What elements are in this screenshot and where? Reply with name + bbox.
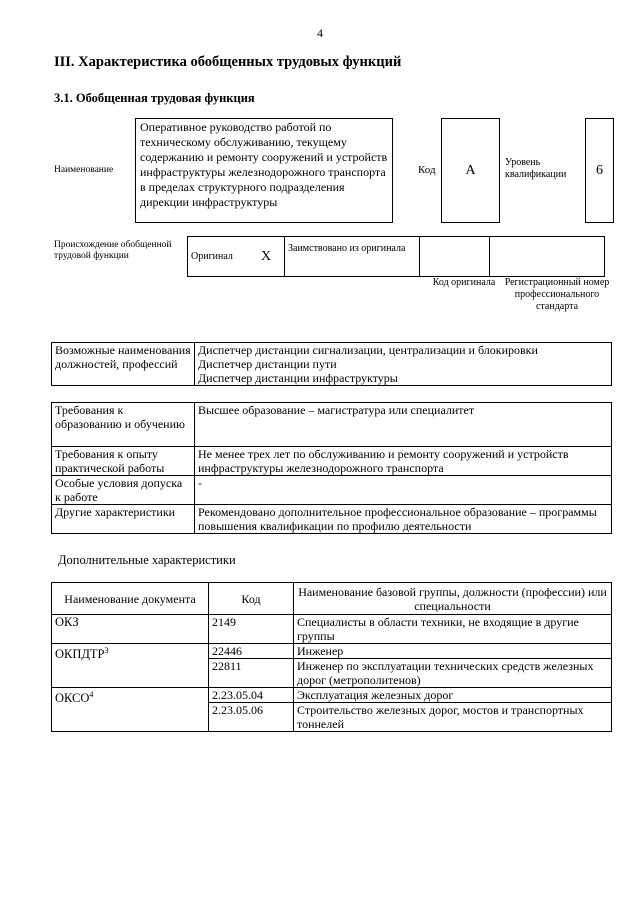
req-label-other: Другие характеристики: [52, 505, 195, 534]
doc-okpdtr-text: ОКПДТР: [55, 647, 105, 662]
positions-values: [195, 343, 612, 386]
page-number: 4: [317, 26, 323, 40]
doc-okpdtr: [52, 644, 209, 688]
table-row-name: Специалисты в области техники, не входящие в другие группы: [294, 615, 612, 644]
original-label: Оригинал: [188, 237, 259, 277]
table-row-name: Инженер: [294, 644, 612, 659]
code-original-caption: Код оригинала: [432, 277, 496, 288]
requirements-table: [51, 402, 612, 534]
level-box: [585, 118, 614, 223]
table-row-name: Эксплуатация железных дорог: [294, 688, 612, 703]
req-value-other: Рекомендовано дополнительное профессиональное образование – программы повышения квалификации по профилю деятельности: [195, 505, 612, 534]
function-name-box: [135, 118, 393, 223]
table-row-code: 22446: [209, 644, 294, 659]
additional-title: Дополнительные характеристики: [58, 553, 236, 567]
table-row-name: Строительство железных дорог, мостов и транспортных тоннелей: [294, 703, 612, 732]
code-original-cell: [420, 237, 490, 277]
positions-table: [51, 342, 612, 386]
positions-label: Возможные наименования должностей, профессий: [52, 343, 195, 386]
header-name: Наименование базовой группы, должности (профессии) или специальности: [294, 583, 612, 615]
reg-number-caption: Регистрационный номер профессионального стандарта: [504, 277, 610, 312]
position-item: Диспетчер дистанции инфраструктуры: [198, 371, 398, 385]
footnote-4: 4: [89, 690, 94, 699]
position-item: Диспетчер дистанции пути: [198, 357, 337, 371]
code-value: A: [465, 162, 476, 178]
origin-label: Происхождение обобщенной трудовой функции: [54, 240, 172, 261]
table-row-code: 2.23.05.04: [209, 688, 294, 703]
header-document: Наименование документа: [52, 583, 209, 615]
req-label-education: Требования к образованию и обучению: [52, 403, 195, 447]
table-row-code: 22811: [209, 659, 294, 688]
req-value-special: -: [195, 476, 612, 505]
req-label-experience: Требования к опыту практической работы: [52, 447, 195, 476]
origin-table: [187, 236, 605, 277]
header-code: Код: [209, 583, 294, 615]
section-title: III. Характеристика обобщенных трудовых функций: [54, 54, 402, 70]
reg-number-cell: [490, 237, 605, 277]
table-row-name: Инженер по эксплуатации технических средств железных дорог (метрополитенов): [294, 659, 612, 688]
borrowed-label: Заимствовано из оригинала: [285, 237, 420, 277]
req-label-special: Особые условия допуска к работе: [52, 476, 195, 505]
code-box: [441, 118, 500, 223]
code-label: Код: [418, 164, 436, 176]
req-value-experience: Не менее трех лет по обслуживанию и ремонту сооружений и устройств инфраструктуры железнодорожного транспорта: [195, 447, 612, 476]
level-label: Уровень квалификации: [505, 157, 567, 180]
original-mark: X: [258, 237, 285, 277]
function-name-value: Оперативное руководство работой по техническому обслуживанию, текущему содержанию и ремонту сооружений и устройств инфраструктуры железнодорожного транспорта в пределах структурного подразделения дирекции инфраструктуры: [140, 120, 388, 209]
footnote-3: 3: [104, 646, 109, 655]
doc-okso-text: ОКСО: [55, 691, 90, 706]
additional-table: [51, 582, 612, 732]
name-label: Наименование: [54, 165, 114, 175]
subsection-title: 3.1. Обобщенная трудовая функция: [54, 91, 255, 105]
doc-okz: ОКЗ: [52, 615, 209, 644]
req-value-education: Высшее образование – магистратура или специалитет: [195, 403, 612, 447]
position-item: Диспетчер дистанции сигнализации, централизации и блокировки: [198, 343, 538, 357]
table-row-code: 2149: [209, 615, 294, 644]
table-row-code: 2.23.05.06: [209, 703, 294, 732]
doc-okso: [52, 688, 209, 732]
level-value: 6: [596, 162, 603, 178]
